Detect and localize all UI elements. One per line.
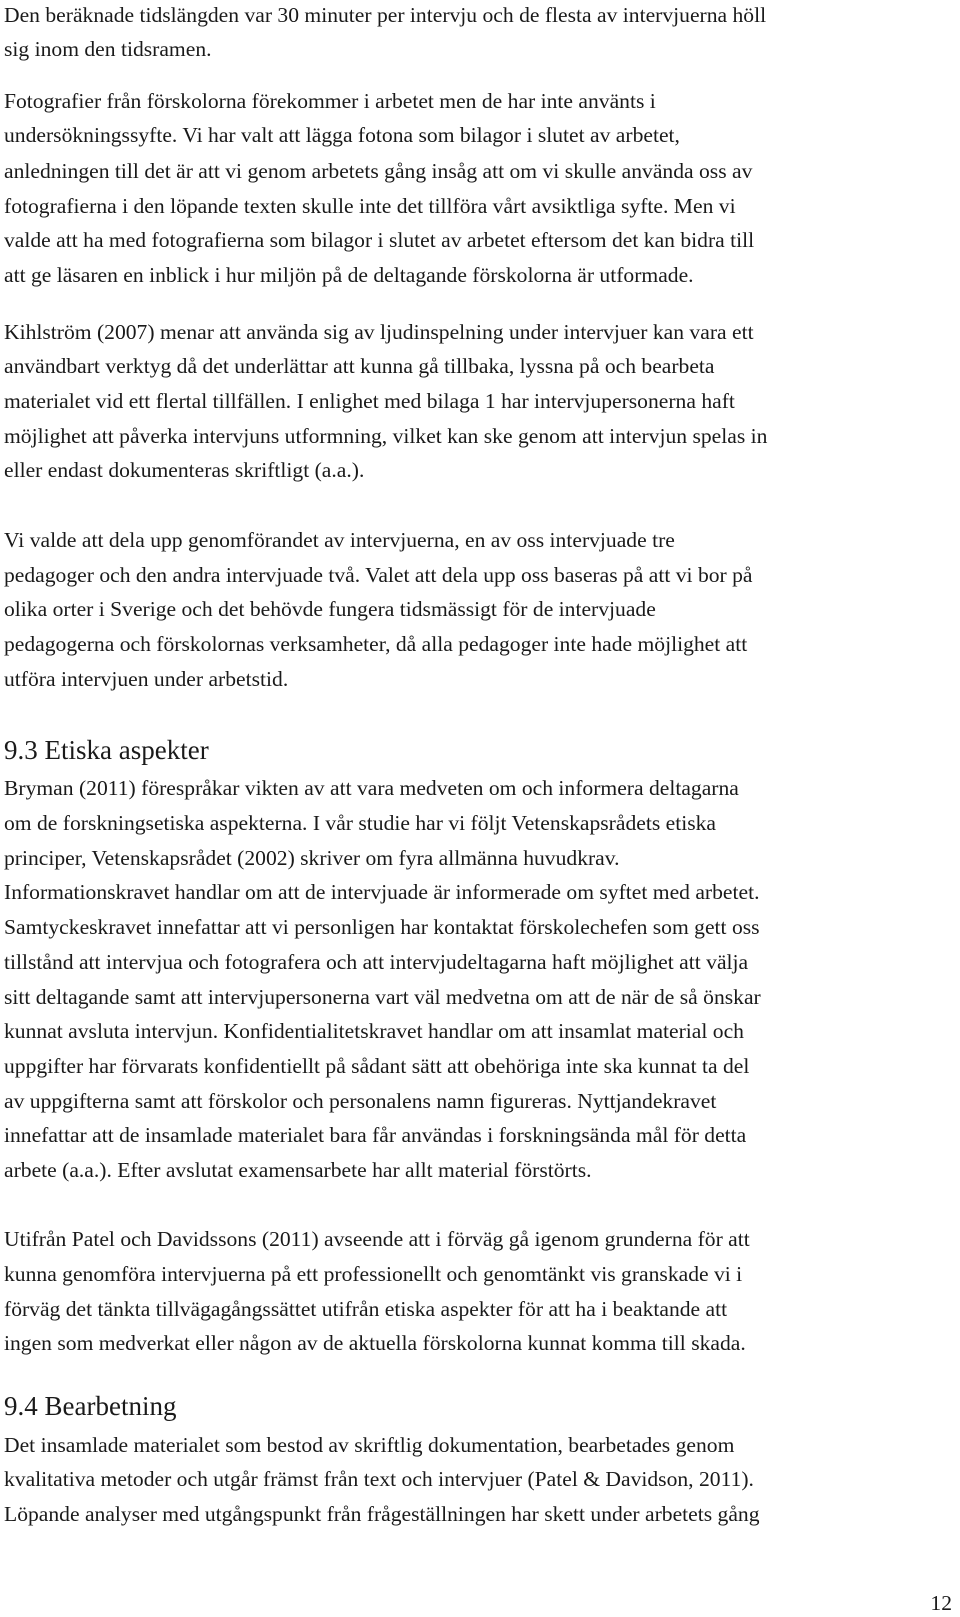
text-line: Löpande analyser med utgångspunkt från frågeställningen har skett under arbetets gång [4, 1502, 760, 1526]
text-line: kvalitativa metoder och utgår främst från text och intervjuer (Patel & Davidson, 2011). [4, 1467, 754, 1491]
section-heading: 9.3 Etiska aspekter [4, 735, 209, 765]
text-line: av uppgifterna samt att förskolor och personalens namn figureras. Nyttjandekravet [4, 1089, 717, 1113]
page-number: 12 [930, 1591, 952, 1615]
text-line: anledningen till det är att vi genom arbetets gång insåg att om vi skulle använda oss av [4, 159, 753, 183]
text-line: att ge läsaren en inblick i hur miljön på de deltagande förskolorna är utformade. [4, 263, 694, 287]
text-line: pedagoger och den andra intervjuade två. Valet att dela upp oss baseras på att vi bor på [4, 563, 753, 587]
text-line: fotografierna i den löpande texten skulle inte det tillföra vårt avsiktliga syfte. Men vi [4, 194, 736, 218]
text-line: Samtyckeskravet innefattar att vi personligen har kontaktat förskolechefen som gett oss [4, 915, 760, 939]
text-line: sitt deltagande samt att intervjupersonerna vart väl medvetna om att de när de så önskar [4, 985, 761, 1009]
text-line: undersökningssyfte. Vi har valt att lägga fotona som bilagor i slutet av arbetet, [4, 123, 680, 147]
text-line: kunnat avsluta intervjun. Konfidentialitetskravet handlar om att insamlat material och [4, 1019, 744, 1043]
text-line: möjlighet att påverka intervjuns utformning, vilket kan ske genom att intervjun spelas in [4, 424, 768, 448]
text-line: Den beräknade tidslängden var 30 minuter per intervju och de flesta av intervjuerna höll [4, 3, 767, 27]
text-line: principer, Vetenskapsrådet (2002) skriver om fyra allmänna huvudkrav. [4, 846, 620, 870]
text-line: valde att ha med fotografierna som bilagor i slutet av arbetet eftersom det kan bidra till [4, 228, 755, 252]
text-line: förväg det tänkta tillvägagångssättet utifrån etiska aspekter för att ha i beaktande att [4, 1297, 728, 1321]
text-line: eller endast dokumenteras skriftligt (a.a.). [4, 458, 365, 482]
text-line: tillstånd att intervjua och fotografera och att intervjudeltagarna haft möjlighet att välja [4, 950, 749, 974]
text-line: ingen som medverkat eller någon av de aktuella förskolorna kunnat komma till skada. [4, 1331, 746, 1355]
section-heading: 9.4 Bearbetning [4, 1391, 177, 1421]
text-line: Vi valde att dela upp genomförandet av intervjuerna, en av oss intervjuade tre [4, 528, 675, 552]
text-line: pedagogerna och förskolornas verksamheter, då alla pedagoger inte hade möjlighet att [4, 632, 748, 656]
text-line: innefattar att de insamlade materialet bara får användas i forskningsända mål för detta [4, 1123, 747, 1147]
text-line: Det insamlade materialet som bestod av skriftlig dokumentation, bearbetades genom [4, 1433, 735, 1457]
text-line: användbart verktyg då det underlättar att kunna gå tillbaka, lyssna på och bearbeta [4, 354, 715, 378]
text-line: Utifrån Patel och Davidssons (2011) avseende att i förväg gå igenom grunderna för att [4, 1227, 750, 1251]
text-line: Informationskravet handlar om att de intervjuade är informerade om syftet med arbetet. [4, 880, 760, 904]
text-line: Fotografier från förskolorna förekommer i arbetet men de har inte använts i [4, 89, 656, 113]
text-line: sig inom den tidsramen. [4, 37, 212, 61]
text-line: Kihlström (2007) menar att använda sig av ljudinspelning under intervjuer kan vara ett [4, 320, 754, 344]
text-line: Bryman (2011) förespråkar vikten av att vara medveten om och informera deltagarna [4, 776, 739, 800]
text-line: utföra intervjuen under arbetstid. [4, 667, 289, 691]
text-line: uppgifter har förvarats konfidentiellt på sådant sätt att obehöriga inte ska kunnat ta del [4, 1054, 750, 1078]
text-line: om de forskningsetiska aspekterna. I vår studie har vi följt Vetenskapsrådets etiska [4, 811, 717, 835]
text-line: olika orter i Sverige och det behövde fungera tidsmässigt för de intervjuade [4, 597, 656, 621]
text-line: kunna genomföra intervjuerna på ett professionellt och genomtänkt vis granskade vi i [4, 1262, 743, 1286]
text-line: arbete (a.a.). Efter avslutat examensarbete har allt material förstörts. [4, 1158, 592, 1182]
text-line: materialet vid ett flertal tillfällen. I enlighet med bilaga 1 har intervjupersonerna haft [4, 389, 735, 413]
